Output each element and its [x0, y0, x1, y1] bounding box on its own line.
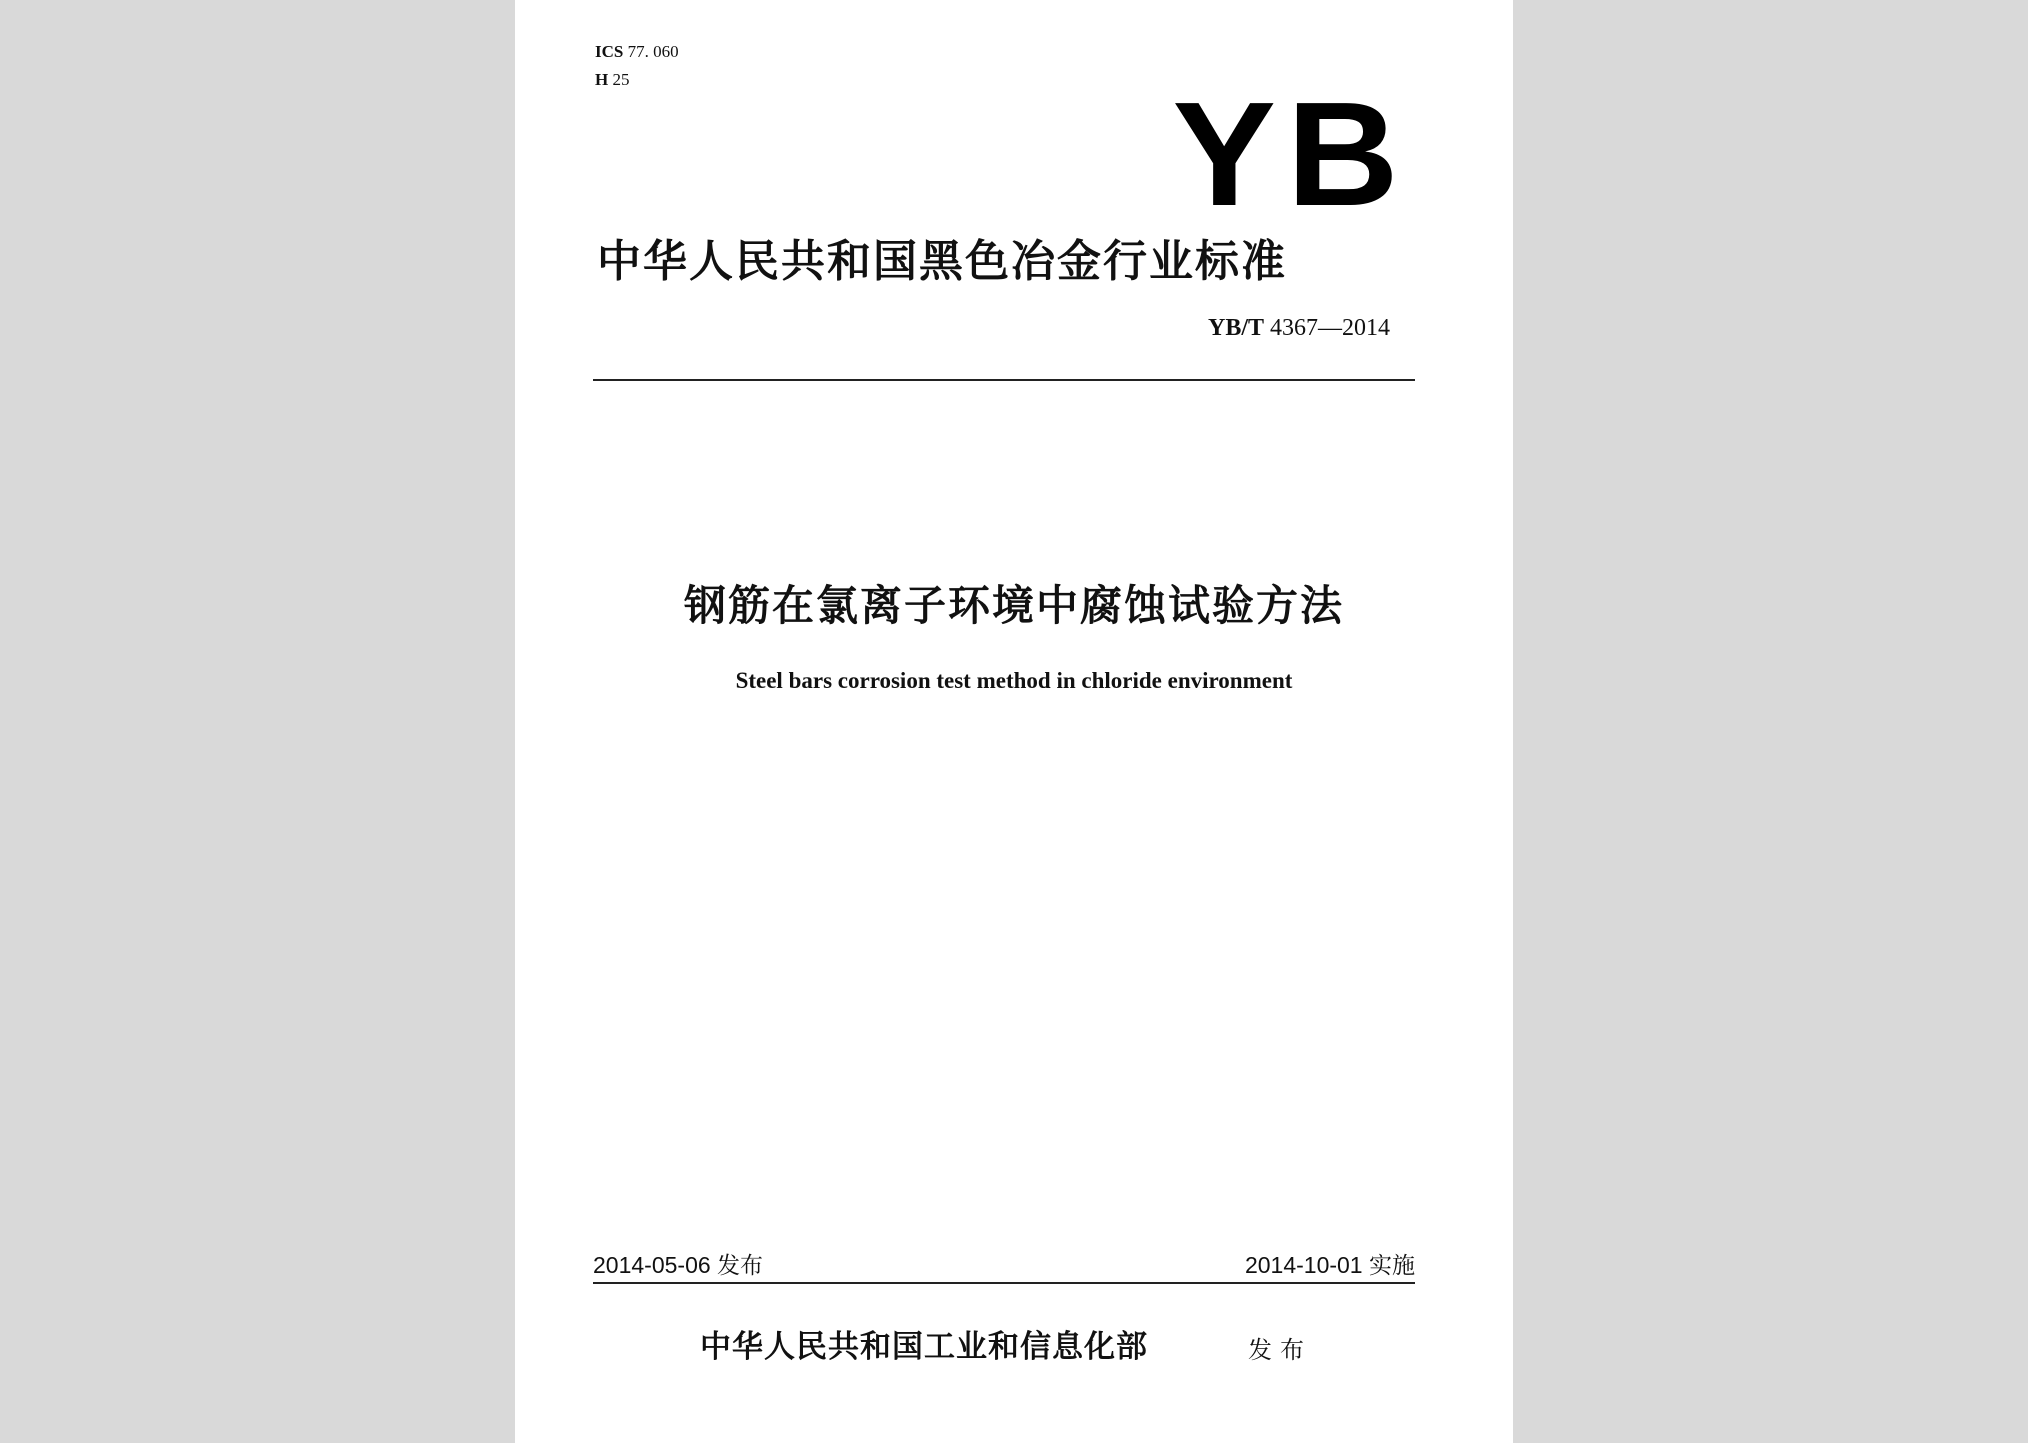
ics-label: ICS: [595, 42, 624, 61]
standard-type-heading: 中华人民共和国黑色冶金行业标准: [597, 236, 1287, 287]
ccs-code: 25: [612, 70, 630, 89]
document-cover-page: [515, 0, 1513, 1443]
title-chinese: 钢筋在氯离子环境中腐蚀试验方法: [683, 581, 1344, 630]
issue-date: 2014-05-06 发布: [593, 1252, 764, 1278]
ics-code-line: [595, 38, 679, 66]
header-divider: [593, 379, 1415, 381]
classification-codes: [595, 38, 679, 94]
footer-divider: [593, 1282, 1415, 1284]
publish-label: 发布: [1248, 1336, 1312, 1364]
standard-number-prefix: YB/T: [1207, 315, 1264, 341]
standard-number: [1208, 312, 1390, 344]
standard-number-value: 4367—2014: [1270, 315, 1390, 341]
ccs-label: H: [595, 70, 609, 89]
ccs-code-line: [595, 66, 679, 94]
issuing-authority: 中华人民共和国工业和信息化部: [700, 1329, 1148, 1365]
yb-logo: YB: [1172, 72, 1410, 237]
ics-code: 77. 060: [627, 42, 679, 61]
title-english: Steel bars corrosion test method in chloride environment: [735, 668, 1293, 693]
implementation-date: 2014-10-01 实施: [1244, 1252, 1415, 1278]
